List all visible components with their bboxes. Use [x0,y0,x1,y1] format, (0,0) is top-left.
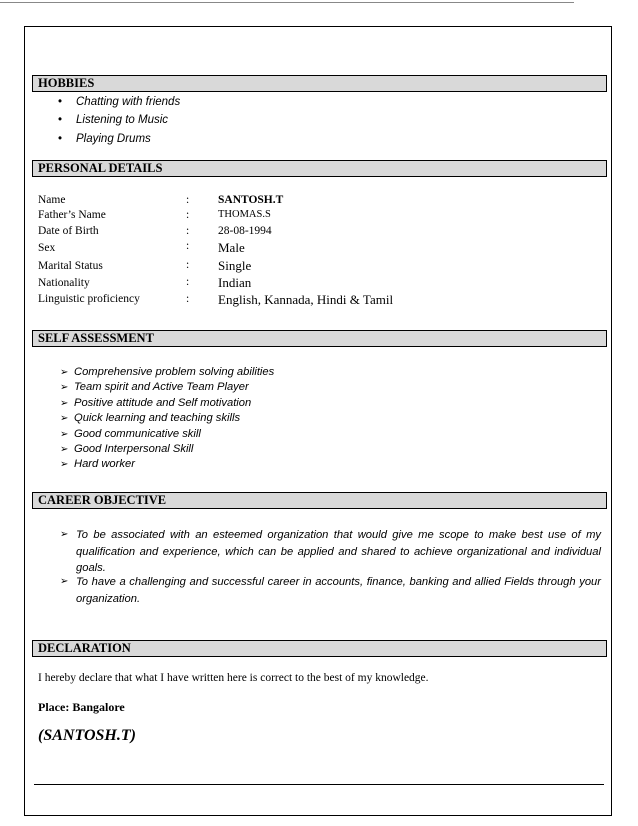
personal-value-linguistic: English, Kannada, Hindi & Tamil [218,292,394,307]
career-objective-item: ➢ To be associated with an esteemed organization that would give me scope to make best use of my qualification and experience, which can be applied and shared to achieve organizational and individual goals. [60,529,601,574]
self-assessment-item: ➢ Comprehensive problem solving abilities [60,366,275,378]
colon-separator: : [186,240,190,252]
place-line: Place: Bangalore [38,700,125,714]
self-assessment-item: ➢ Quick learning and teaching skills [60,412,241,424]
personal-value-sex: Male [218,240,245,255]
personal-label-sex: Sex [38,242,56,254]
self-assessment-item: ➢ Good communicative skill [60,428,201,440]
arrow-bullet-icon: ➢ [60,382,69,393]
arrow-bullet-icon: ➢ [60,444,69,455]
arrow-bullet-icon: ➢ [60,413,69,424]
bullet-icon: • [58,96,63,108]
section-header-career-objective: CAREER OBJECTIVE [32,492,607,509]
bottom-rule [34,784,604,785]
career-objective-item: ➢ To have a challenging and successful career in accounts, finance, banking and allied Fields through your organization. [60,576,601,605]
top-rule [0,2,574,3]
self-assessment-item: ➢ Good Interpersonal Skill [60,443,194,455]
personal-label-name: Name [38,194,66,206]
self-assessment-item: ➢ Positive attitude and Self motivation [60,397,252,409]
self-assessment-item: ➢ Team spirit and Active Team Player [60,381,249,393]
personal-value-father: THOMAS.S [218,209,271,220]
colon-separator: : [186,194,190,206]
bullet-icon: • [58,133,63,145]
personal-label-father: Father’s Name [38,209,106,221]
section-header-hobbies: HOBBIES [32,75,607,92]
personal-label-marital: Marital Status [38,260,103,272]
arrow-bullet-icon: ➢ [60,576,69,587]
personal-value-nationality: Indian [218,275,252,290]
signature-name: (SANTOSH.T) [38,727,136,744]
personal-label-nationality: Nationality [38,277,90,289]
section-header-declaration: DECLARATION [32,640,607,657]
personal-value-marital: Single [218,258,252,273]
personal-value-dob: 28-08-1994 [218,225,272,237]
bullet-icon: • [58,114,63,126]
colon-separator: : [186,276,190,288]
personal-value-name: SANTOSH.T [218,194,284,206]
hobby-item: • Playing Drums [58,133,151,145]
colon-separator: : [186,259,190,271]
colon-separator: : [186,293,190,305]
section-header-personal-details: PERSONAL DETAILS [32,160,607,177]
arrow-bullet-icon: ➢ [60,367,69,378]
section-header-self-assessment: SELF ASSESSMENT [32,330,607,347]
colon-separator: : [186,209,190,221]
declaration-text: I hereby declare that what I have written here is correct to the best of my knowledge. [38,672,429,684]
arrow-bullet-icon: ➢ [60,459,69,470]
self-assessment-item: ➢ Hard worker [60,458,135,470]
hobby-item: • Listening to Music [58,114,169,126]
colon-separator: : [186,225,190,237]
hobby-item: • Chatting with friends [58,96,181,108]
arrow-bullet-icon: ➢ [60,398,69,409]
personal-label-linguistic: Linguistic proficiency [38,293,140,305]
arrow-bullet-icon: ➢ [60,529,69,540]
arrow-bullet-icon: ➢ [60,429,69,440]
personal-label-dob: Date of Birth [38,225,99,237]
